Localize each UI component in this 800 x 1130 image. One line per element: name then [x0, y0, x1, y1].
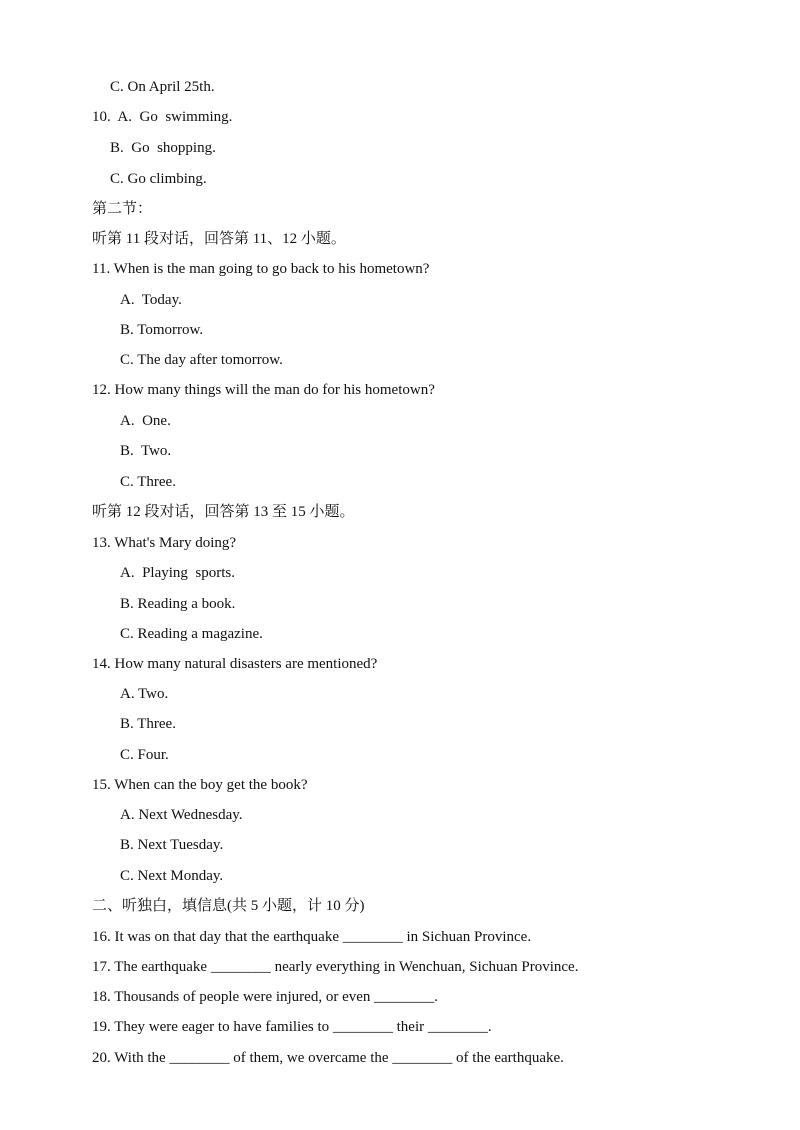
option-11c: C. The day after tomorrow. [120, 352, 283, 368]
part-two-heading: 二、听独白，填信息(共 5 小题，计 10 分) [92, 898, 365, 914]
option-15c: C. Next Monday. [120, 868, 224, 884]
option-13a: A. Playing sports. [120, 565, 236, 581]
question-11: 11. When is the man going to go back to his hometown? [92, 261, 430, 277]
option-14a: A. Two. [120, 686, 169, 702]
question-14: 14. How many natural disasters are mentioned? [92, 656, 378, 672]
question-20: 20. With the ________ of them, we overcame the ________ of the earthquake. [92, 1050, 564, 1066]
dialogue-12-instruction: 听第 12 段对话，回答第 13 至 15 小题。 [92, 504, 355, 520]
option-12b: B. Two. [120, 443, 172, 459]
option-12a: A. One. [120, 413, 171, 429]
question-15: 15. When can the boy get the book? [92, 777, 308, 793]
option-14c: C. Four. [120, 747, 169, 763]
question-19: 19. They were eager to have families to ________ their ________. [92, 1019, 492, 1035]
option-10c: C. Go climbing. [110, 171, 207, 187]
question-18: 18. Thousands of people were injured, or even ________. [92, 989, 438, 1005]
option-11b: B. Tomorrow. [120, 322, 204, 338]
question-17: 17. The earthquake ________ nearly everything in Wenchuan, Sichuan Province. [92, 959, 579, 975]
option-15a: A. Next Wednesday. [120, 807, 243, 823]
option-15b: B. Next Tuesday. [120, 837, 224, 853]
question-13: 13. What's Mary doing? [92, 535, 237, 551]
option-13c: C. Reading a magazine. [120, 626, 263, 642]
option-9c: C. On April 25th. [110, 79, 215, 95]
question-16: 16. It was on that day that the earthquake ________ in Sichuan Province. [92, 929, 532, 945]
section-heading: 第二节： [92, 201, 153, 217]
dialogue-11-instruction: 听第 11 段对话，回答第 11、12 小题。 [92, 231, 346, 247]
question-10: 10. A. Go swimming. [92, 109, 233, 125]
question-12: 12. How many things will the man do for his hometown? [92, 382, 435, 398]
option-13b: B. Reading a book. [120, 596, 236, 612]
option-10b: B. Go shopping. [110, 140, 216, 156]
option-12c: C. Three. [120, 474, 176, 490]
option-14b: B. Three. [120, 716, 176, 732]
option-11a: A. Today. [120, 292, 182, 308]
